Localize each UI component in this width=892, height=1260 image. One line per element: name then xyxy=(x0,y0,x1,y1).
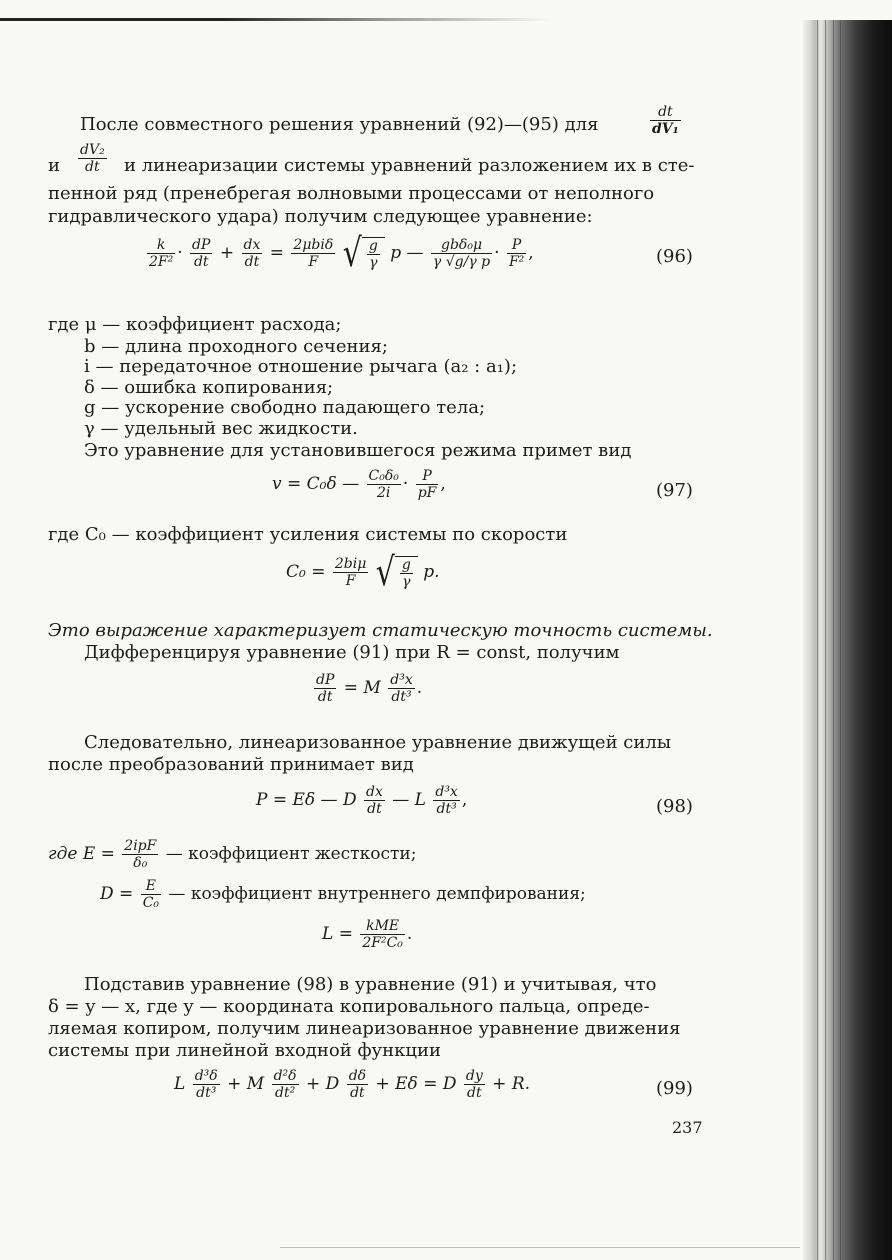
where-g: g — ускорение свободно падающего тела; xyxy=(84,397,486,418)
where-mu: где μ — коэффициент расхода; xyxy=(48,314,342,335)
para1-line1: После совместного решения уравнений (92)—(95) для xyxy=(80,114,599,135)
equation-dp-dt: $\frac{dP}{dt}$ = M $\frac{\text{d³x}}{\text{dt³}}$ . xyxy=(316,672,423,705)
para7-line1: Подставив уравнение (98) в уравнение (91) и учитывая, что xyxy=(84,974,657,995)
definition-d: D = $\frac{E}{\text{C₀}}$ — коэффициент внутреннего демпфирования; xyxy=(100,878,586,911)
where-i: i — передаточное отношение рычага (a₂ : a₁); xyxy=(84,356,518,377)
para6-line2: после преобразований принимает вид xyxy=(48,754,414,775)
book-gutter-shadow xyxy=(803,20,892,1260)
equation-99: L $\frac{\text{d³δ}}{\text{dt³}}$ + M $\frac{\text{d²δ}}{\text{dt²}}$ + D $\frac{d\delta}{dt}$ + Eδ = D $\frac{dy}{dt}$ + R. xyxy=(174,1068,531,1101)
para5: Дифференцируя уравнение (91) при R = const, получим xyxy=(84,642,620,663)
frac-dV2-dt: $\frac{\text{dV₂}}{dt}$ xyxy=(80,142,105,175)
para6-line1: Следовательно, линеаризованное уравнение движущей силы xyxy=(84,732,672,753)
para1-line4: гидравлического удара) получим следующее уравнение: xyxy=(48,206,593,227)
where-b: b — длина проходного сечения; xyxy=(84,336,388,357)
para7-line4: системы при линейной входной функции xyxy=(48,1040,441,1061)
para1-line3: пенной ряд (пренебрегая волновыми процессами от неполного xyxy=(48,183,655,204)
where-delta: δ — ошибка копирования; xyxy=(84,377,334,398)
para7-line3: ляемая копиром, получим линеаризованное уравнение движения xyxy=(48,1018,681,1039)
para7-line2: δ = y — x, где y — координата копировального пальца, опреде- xyxy=(48,996,650,1017)
page-top-edge xyxy=(0,18,550,21)
page-bottom-edge xyxy=(280,1247,800,1248)
equation-97: v = C₀δ — $\frac{\text{C₀δ₀}}{2i}$ · $\frac{P}{pF}$ , xyxy=(272,468,446,501)
para3: где C₀ — коэффициент усиления системы по скорости xyxy=(48,524,568,545)
equation-number-98: (98) xyxy=(656,796,693,817)
para1-line2: и линеаризации системы уравнений разложением их в сте- xyxy=(124,155,695,176)
para1-line2-and: и xyxy=(48,155,60,176)
frac-dt-dV1: $\frac{dt}{\text{dV₁}}$ xyxy=(652,104,679,137)
equation-number-97: (97) xyxy=(656,480,693,501)
equation-number-96: (96) xyxy=(656,246,693,267)
definition-e: где E = $\frac{\text{2ipF}}{\text{δ₀}}$ — коэффициент жесткости; xyxy=(48,838,417,871)
equation-number-99: (99) xyxy=(656,1078,693,1099)
equation-96: $\frac{k}{\text{2F²}}$ · $\frac{dP}{dt}$ + $\frac{dx}{dt}$ = $\frac{\text{2μbiδ}}{F}$ √ $\frac{g}{\gamma}$ p — $\frac{\text{gbδ₀μ}}{\text{γ √g/γ p}}$ · $\frac{P}{\text{F²}}$ , xyxy=(149,230,534,277)
para2: Это уравнение для установившегося режима примет вид xyxy=(84,440,632,461)
page-number: 237 xyxy=(672,1118,703,1137)
para4: Это выражение характеризует статическую точность системы. xyxy=(48,620,713,641)
equation-l: L = $\frac{\text{kME}}{\text{2F²C₀}}$ . xyxy=(322,918,413,951)
equation-98: P = Eδ — D $\frac{dx}{dt}$ — L $\frac{\text{d³x}}{\text{dt³}}$ , xyxy=(256,784,468,817)
where-gamma: γ — удельный вес жидкости. xyxy=(84,418,358,439)
equation-c0: C₀ = $\frac{\text{2biμ}}{F}$ √ $\frac{g}{\gamma}$ p. xyxy=(286,549,440,596)
